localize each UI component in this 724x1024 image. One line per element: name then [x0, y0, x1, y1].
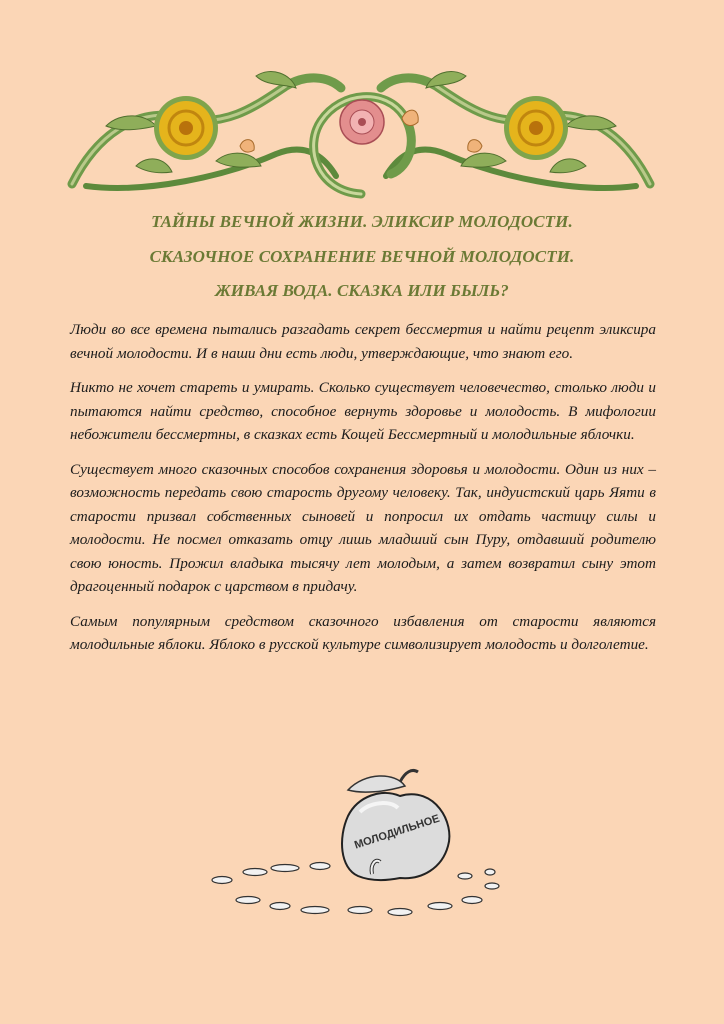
- heading-3: ЖИВАЯ ВОДА. СКАЗКА ИЛИ БЫЛЬ?: [215, 281, 509, 300]
- apple: [342, 770, 449, 880]
- paragraph-2: Никто не хочет стареть и умирать. Сколько существует человечество, столько люди и пытаются найти средство, способное вернуть здоровье и молодость. В мифологии небожители бессмертны, в сказках есть Кощей Бессмертный и молодильные яблочки.: [70, 379, 656, 443]
- paragraph-3: Существует много сказочных способов сохранения здоровья и молодости. Один из них – возможность передать свою старость другому человеку. Так, индуистский царь Яяти в старости призвал собственных сыновей и попросил их отдать частицу силы и молодости. Не посмел отказать отцу лишь младший сын Пуру, отдавший родителю свою юность. Прожил владыка тысячу лет молодым, а затем возвратил сыну этот драгоценный подарок с царством в придачу.: [70, 460, 656, 595]
- paragraph-4: Самым популярным средством сказочного избавления от старости являются молодильные яблоки. Яблоко в русской культуре символизирует молодость и долголетие.: [70, 612, 656, 653]
- ornament-header: [66, 66, 656, 201]
- heading-2: СКАЗОЧНОЕ СОХРАНЕНИЕ ВЕЧНОЙ МОЛОДОСТИ.: [149, 246, 575, 266]
- right-rosette: [504, 96, 568, 160]
- left-rosette: [154, 96, 218, 160]
- apple-label: МОЛОДИЛЬНОЕ: [353, 812, 442, 852]
- apple-illustration: [200, 768, 530, 928]
- heading-1: ТАЙНЫ ВЕЧНОЙ ЖИЗНИ. ЭЛИКСИР МОЛОДОСТИ.: [151, 212, 573, 231]
- center-flower: [340, 100, 384, 144]
- paragraph-1: Люди во все времена пытались разгадать секрет бессмертия и найти рецепт эликсира вечной молодости. И в наши дни есть люди, утверждающие, что знают его.: [70, 321, 656, 362]
- title-block: [40, 212, 684, 316]
- article-body: [70, 318, 656, 668]
